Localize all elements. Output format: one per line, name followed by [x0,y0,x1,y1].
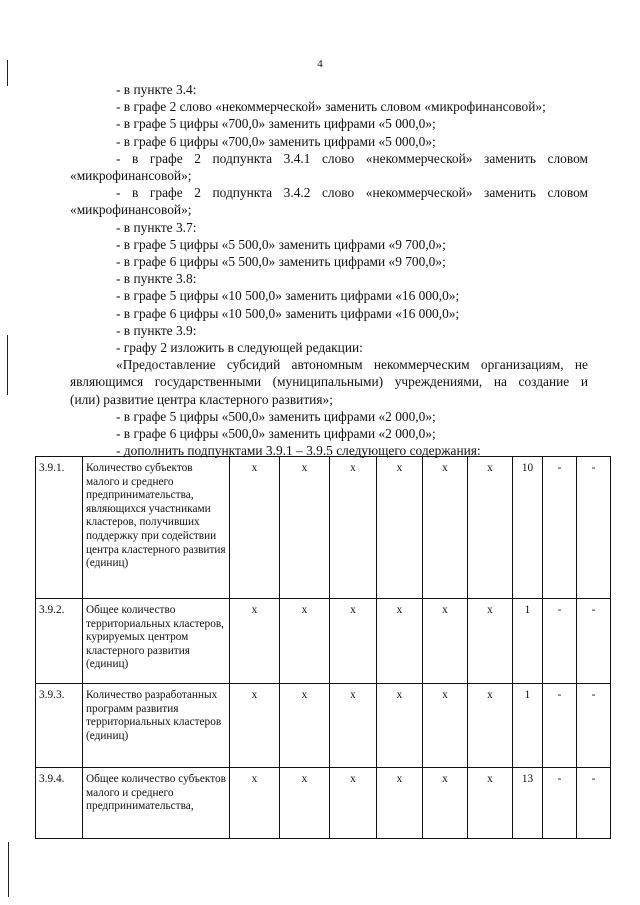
indicator-description-cell: Количество разработанных программ развития территориальных кластеров (единиц) [83,684,230,768]
paragraph-line: - в пункте 3.4: [116,82,197,97]
value-cell: x [230,457,280,599]
paragraph-line: - в пункте 3.7: [116,219,197,235]
value-cell: x [468,768,513,839]
value-cell: - [577,768,611,839]
paragraph-line: являющимся государственными (муниципальными) учреждениями, на создание и [70,374,588,390]
value-cell: - [543,684,577,768]
paragraph-line: - в графе 6 цифры «500,0» заменить цифрами «2 000,0»; [116,426,436,442]
indicator-description-cell: Количество субъектов малого и среднего предпринимательства, являющихся участниками кластеров, получивших поддержку при содействии центра кластерного развития (единиц) [83,457,230,599]
paragraph-line: - в графе 2 подпункта 3.4.2 слово «некоммерческой» заменить словом [116,185,588,201]
table-row [36,457,611,599]
paragraph-line: - в графе 6 цифры «5 500,0» заменить цифрами «9 700,0»; [116,254,446,270]
paragraph-line: - в графе 6 цифры «10 500,0» заменить цифрами «16 000,0»; [116,305,460,321]
value-cell: x [468,684,513,768]
paragraph-line: - в графе 5 цифры «500,0» заменить цифрами «2 000,0»; [116,408,436,424]
value-cell: x [377,768,423,839]
scan-edge-mark [7,60,8,86]
amendment-text [70,81,588,459]
paragraph-line: - дополнить подпунктами 3.9.1 – 3.9.5 следующего содержания: [116,443,481,459]
value-cell: - [543,457,577,599]
value-cell: - [577,684,611,768]
paragraph-line: «микрофинансовой»; [70,168,192,184]
value-cell: x [280,457,330,599]
paragraph-line: (или) развитие центра кластерного развития»; [70,391,333,407]
row-number-cell: 3.9.1. [36,457,83,599]
indicator-description-cell: Общее количество субъектов малого и среднего предпринимательства, [83,768,230,839]
paragraph-line: - в пункте 3.8: [116,271,197,287]
row-number-cell: 3.9.3. [36,684,83,768]
value-cell: 10 [513,457,543,599]
value-cell: x [423,768,468,839]
page-number: 4 [317,58,323,70]
value-cell: x [330,457,377,599]
value-cell: 1 [513,599,543,684]
value-cell: x [230,768,280,839]
paragraph-line: - в графе 5 цифры «5 500,0» заменить цифрами «9 700,0»; [116,236,446,252]
paragraph-line: - в графе 5 цифры «700,0» заменить цифрами «5 000,0»; [116,116,436,132]
value-cell: - [577,599,611,684]
value-cell: x [330,768,377,839]
paragraph-line: - в графе 2 подпункта 3.4.1 слово «некоммерческой» заменить словом [116,150,588,166]
value-cell: x [423,457,468,599]
table-row [36,684,611,768]
value-cell: x [468,457,513,599]
paragraph-line: - в графе 6 цифры «700,0» заменить цифрами «5 000,0»; [116,133,436,149]
value-cell: x [377,599,423,684]
paragraph-line: - в пункте 3.9: [116,322,197,338]
value-cell: x [230,599,280,684]
paragraph-line: - в графе 5 цифры «10 500,0» заменить цифрами «16 000,0»; [116,288,460,304]
row-number-cell: 3.9.2. [36,599,83,684]
value-cell: x [423,684,468,768]
value-cell: 1 [513,684,543,768]
value-cell: x [377,684,423,768]
value-cell: x [377,457,423,599]
indicator-description-cell: Общее количество территориальных кластеров, курируемых центром кластерного развития (единиц) [83,599,230,684]
value-cell: x [280,768,330,839]
value-cell: x [280,684,330,768]
paragraph-line: - в графе 2 слово «некоммерческой» заменить словом «микрофинансовой»; [116,99,546,115]
value-cell: x [423,599,468,684]
value-cell: x [330,684,377,768]
value-cell: - [543,599,577,684]
value-cell: x [468,599,513,684]
paragraph-line: - графу 2 изложить в следующей редакции: [116,340,363,356]
value-cell: - [543,768,577,839]
table-row [36,768,611,839]
value-cell: x [280,599,330,684]
value-cell: 13 [513,768,543,839]
value-cell: x [230,684,280,768]
paragraph-line: «микрофинансовой»; [70,202,192,218]
value-cell: x [330,599,377,684]
indicators-table [35,456,611,839]
value-cell: - [577,457,611,599]
table-row [36,599,611,684]
paragraph-line: «Предоставление субсидий автономным некоммерческим организациям, не [116,357,588,373]
row-number-cell: 3.9.4. [36,768,83,839]
scan-edge-mark [8,842,9,897]
scan-edge-mark [7,335,8,395]
